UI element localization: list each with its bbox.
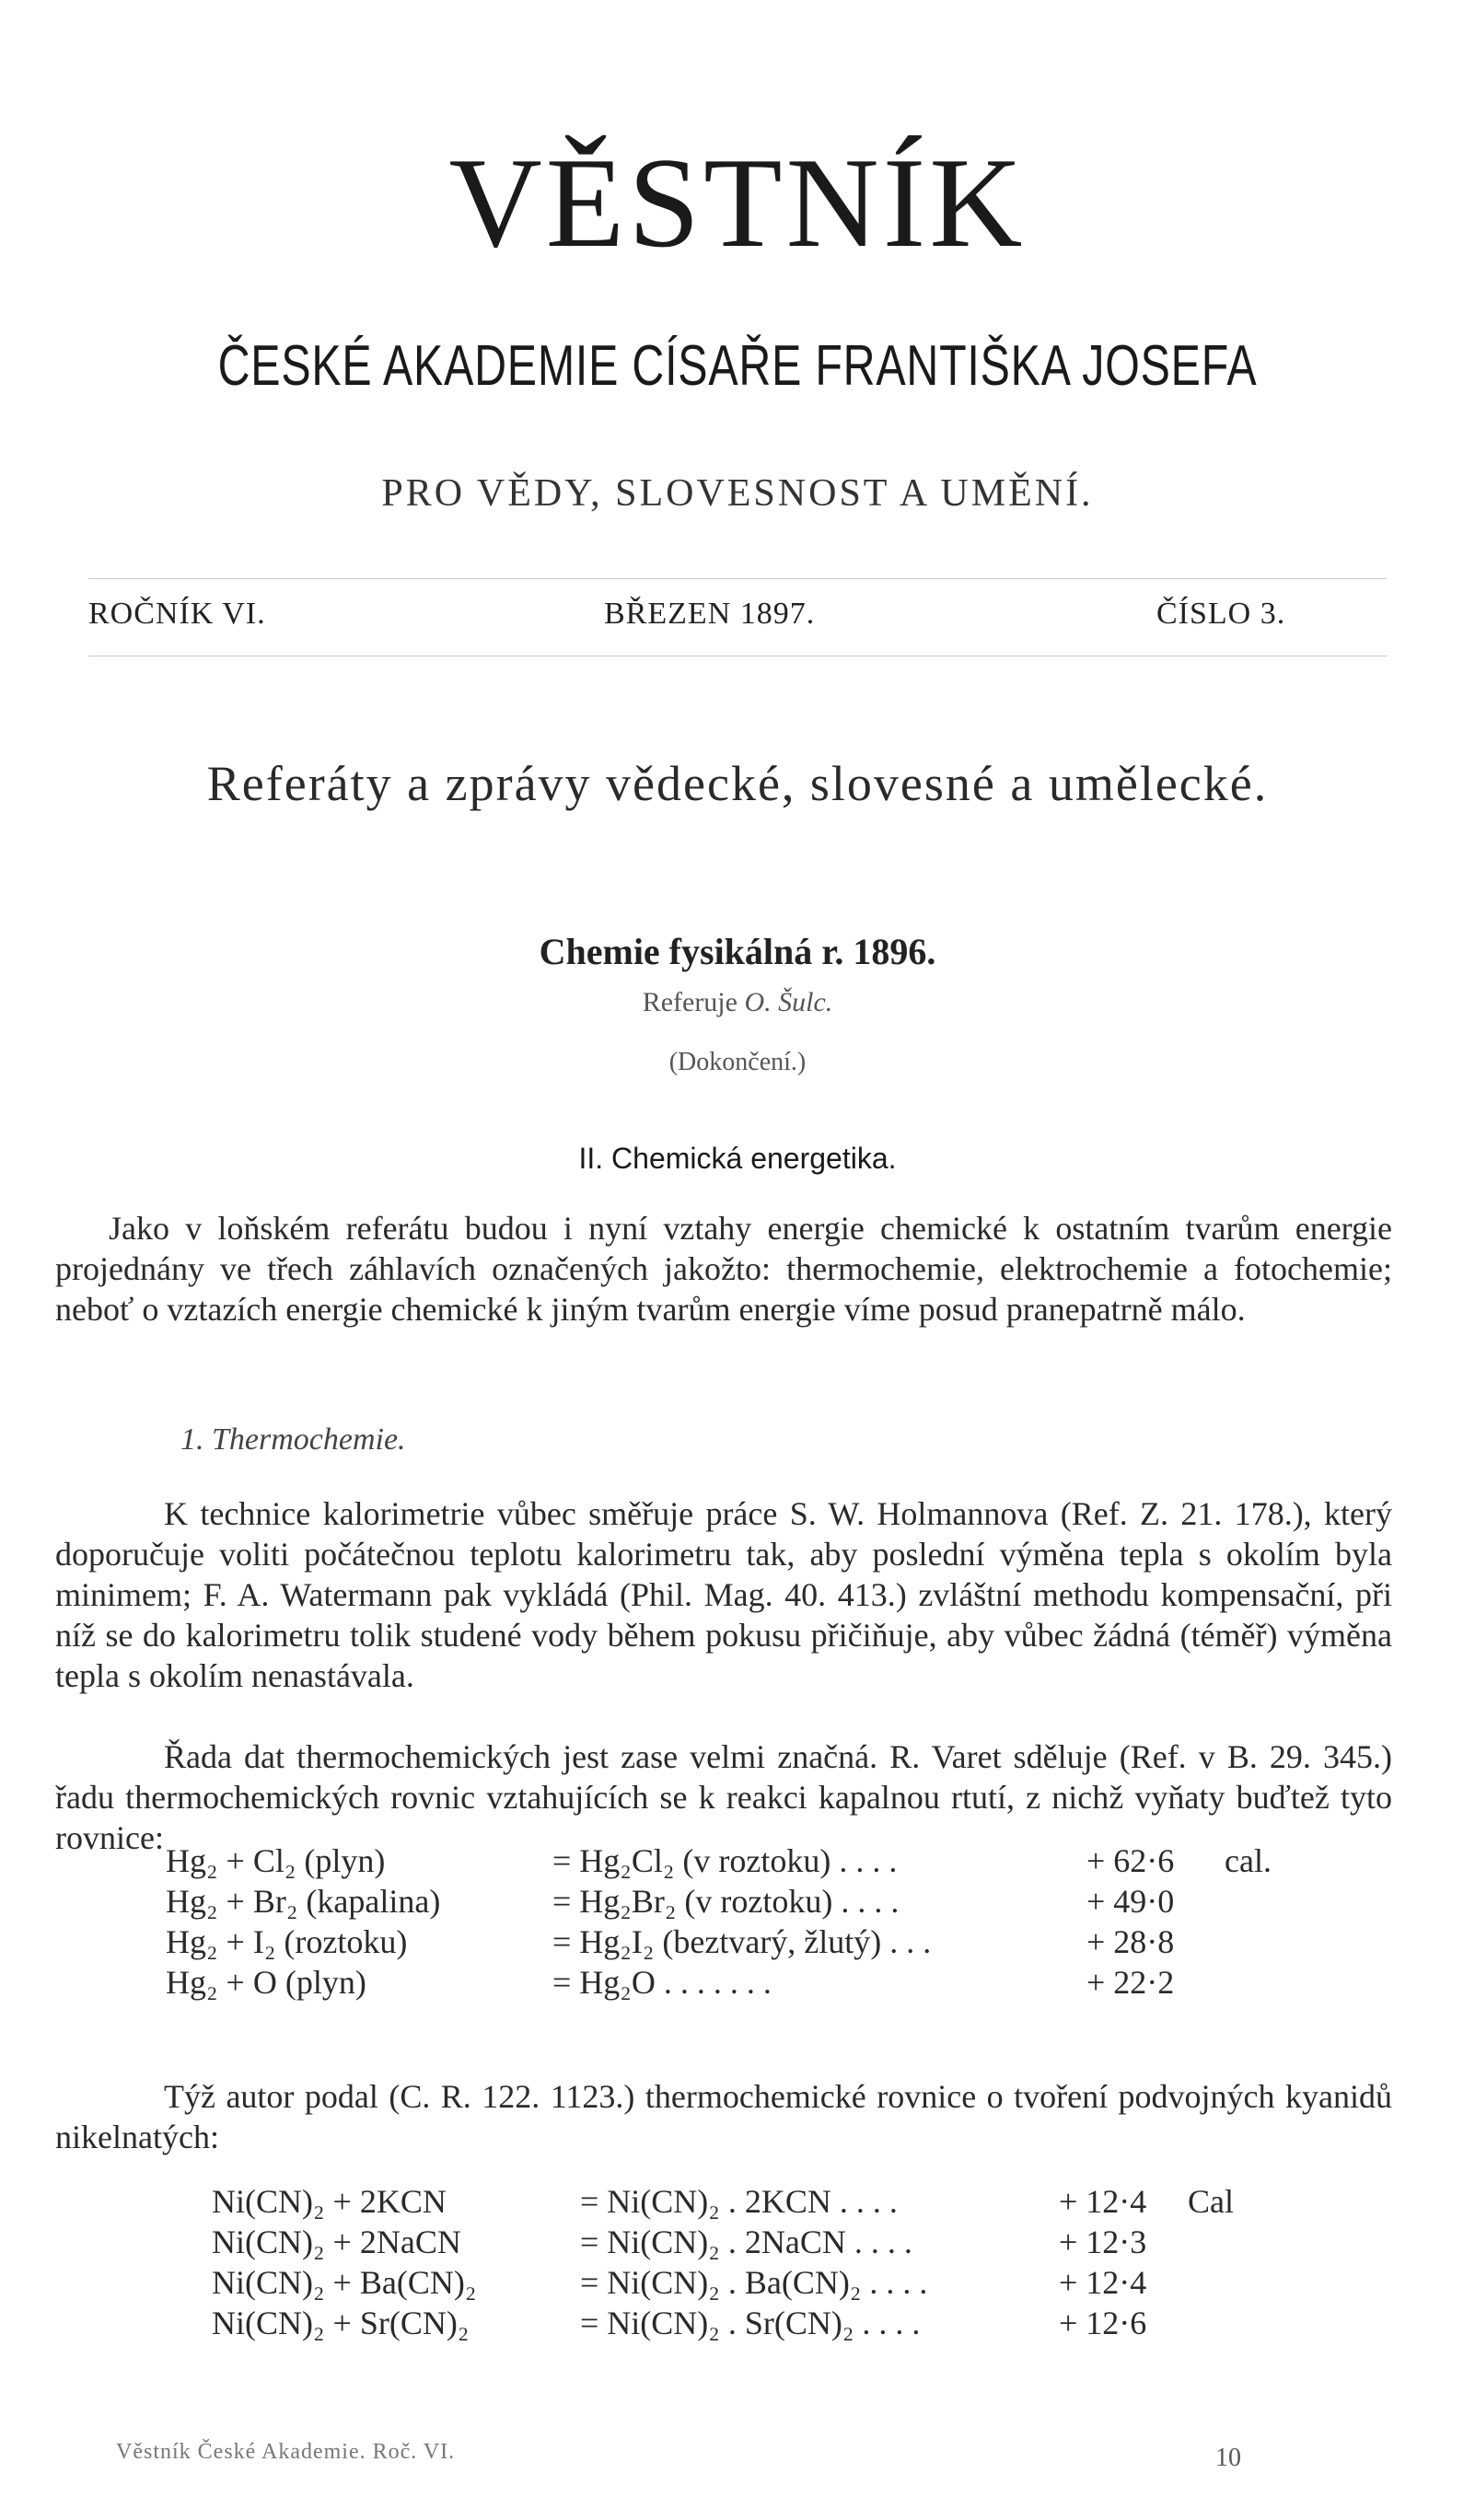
equation-lhs: Hg₂ + O (plyn) [166,1964,366,2001]
issue-number: ČÍSLO 3. [1156,597,1286,631]
equation-rhs: = Hg₂I₂ (beztvarý, žlutý) . . . [552,1923,932,1960]
equation-unit: cal. [1225,1842,1272,1879]
equation-row [166,1963,1326,2003]
equation-value: + 12·6 [1059,2305,1147,2341]
equation-value: + 49·0 [1086,1883,1175,1920]
equation-value: + 12·4 [1059,2264,1147,2301]
equation-rhs: = Ni(CN)₂ . Sr(CN)₂ . . . . [580,2305,921,2341]
equation-lhs: Hg₂ + I₂ (roztoku) [166,1923,408,1960]
equation-row [212,2223,1298,2263]
equations-nickel [212,2182,1298,2344]
equation-value: + 22·2 [1086,1964,1175,2001]
equation-row [166,1882,1326,1922]
paragraph-intro: Jako v loňském referátu budou i nyní vztahy energie chemické k ostatním tvarům energie projednány ve třech záhlavích označených jakožto: thermochemie, elektrochemie a fotochemie; neboť o vztazích energie chemické k jiným tvarům energie víme posud pranepatrně málo. [55,1210,1392,1328]
byline-author: O. Šulc. [744,987,833,1017]
equation-lhs: Ni(CN)₂ + 2KCN [212,2183,447,2220]
academy-name: ČESKÉ AKADEMIE CÍSAŘE FRANTIŠKA JOSEFA [217,334,1258,398]
footer-journal-name: Věstník České Akademie. Roč. VI. [116,2440,456,2464]
equation-row [212,2263,1298,2304]
equation-rhs: = Ni(CN)₂ . 2KCN . . . . [580,2183,898,2220]
equation-lhs: Hg₂ + Br₂ (kapalina) [166,1883,441,1920]
equation-lhs: Ni(CN)₂ + Sr(CN)₂ [212,2305,470,2341]
article-byline [0,987,1475,1018]
issue-date: BŘEZEN 1897. [604,597,816,631]
byline-prefix: Referuje [642,987,738,1017]
issue-volume: ROČNÍK VI. [88,597,266,631]
equation-rhs: = Ni(CN)₂ . Ba(CN)₂ . . . . [580,2264,928,2301]
subsection-heading: 1. Thermochemie. [180,1423,406,1457]
equation-lhs: Ni(CN)₂ + Ba(CN)₂ [212,2264,477,2301]
equation-rhs: = Hg₂Br₂ (v roztoku) . . . . [552,1883,900,1920]
article-title: Chemie fysikálná r. 1896. [539,931,936,972]
equation-value: + 62·6 [1086,1842,1175,1879]
equation-row [166,1841,1326,1882]
equation-row [212,2304,1298,2344]
masthead-title: VĚSTNÍK [448,132,1027,274]
equation-lhs: Ni(CN)₂ + 2NaCN [212,2224,461,2260]
equation-row [212,2182,1298,2223]
section-title: Referáty a zprávy vědecké, slovesné a umělecké. [206,756,1269,811]
equation-rhs: = Hg₂Cl₂ (v roztoku) . . . . [552,1842,898,1879]
page-number: 10 [1215,2444,1241,2472]
continuation-note: (Dokončení.) [668,1048,807,1076]
equations-mercury [166,1841,1326,2003]
equation-unit: Cal [1188,2183,1234,2220]
paragraph-calorimetry: K technice kalorimetrie vůbec směřuje práce S. W. Holmannova (Ref. Z. 21. 178.), který doporučuje voliti počátečnou teplotu kalorimetru tak, aby poslední výměna tepla s okolím byla minimem; F. A. Watermann pak vykládá (Phil. Mag. 40. 413.) zvláštní methodu kompensační, při níž se do kalorimetru tolik studené vody během pokusu přičiňuje, aby vůbec žádná (téměř) výměna tepla s okolím nenastávala. [55,1495,1392,1694]
part-heading: II. Chemická energetika. [578,1142,897,1175]
issue-info-row [88,597,1350,643]
equation-value: + 12·4 [1059,2183,1147,2220]
equation-rhs: = Hg₂O . . . . . . . [552,1964,772,2001]
equation-value: + 12·3 [1059,2224,1147,2260]
equation-value: + 28·8 [1086,1923,1175,1960]
paragraph-thermochemical-data: Řada dat thermochemických jest zase velmi značná. R. Varet sděluje (Ref. v B. 29. 345.) řadu thermochemických rovnic vztahujících se k reakci kapalnou rtutí, z nichž vyňaty buďtež tyto rovnice: [55,1738,1392,1856]
masthead-subtitle: PRO VĚDY, SLOVESNOST A UMĚNÍ. [381,472,1094,515]
equation-rhs: = Ni(CN)₂ . 2NaCN . . . . [580,2224,912,2260]
divider-top [88,578,1387,579]
equation-lhs: Hg₂ + Cl₂ (plyn) [166,1842,386,1879]
equation-row [166,1922,1326,1963]
paragraph-nickel-cyanides: Týž autor podal (C. R. 122. 1123.) thermochemické rovnice o tvoření podvojných kyanidů nikelnatých: [55,2078,1392,2155]
